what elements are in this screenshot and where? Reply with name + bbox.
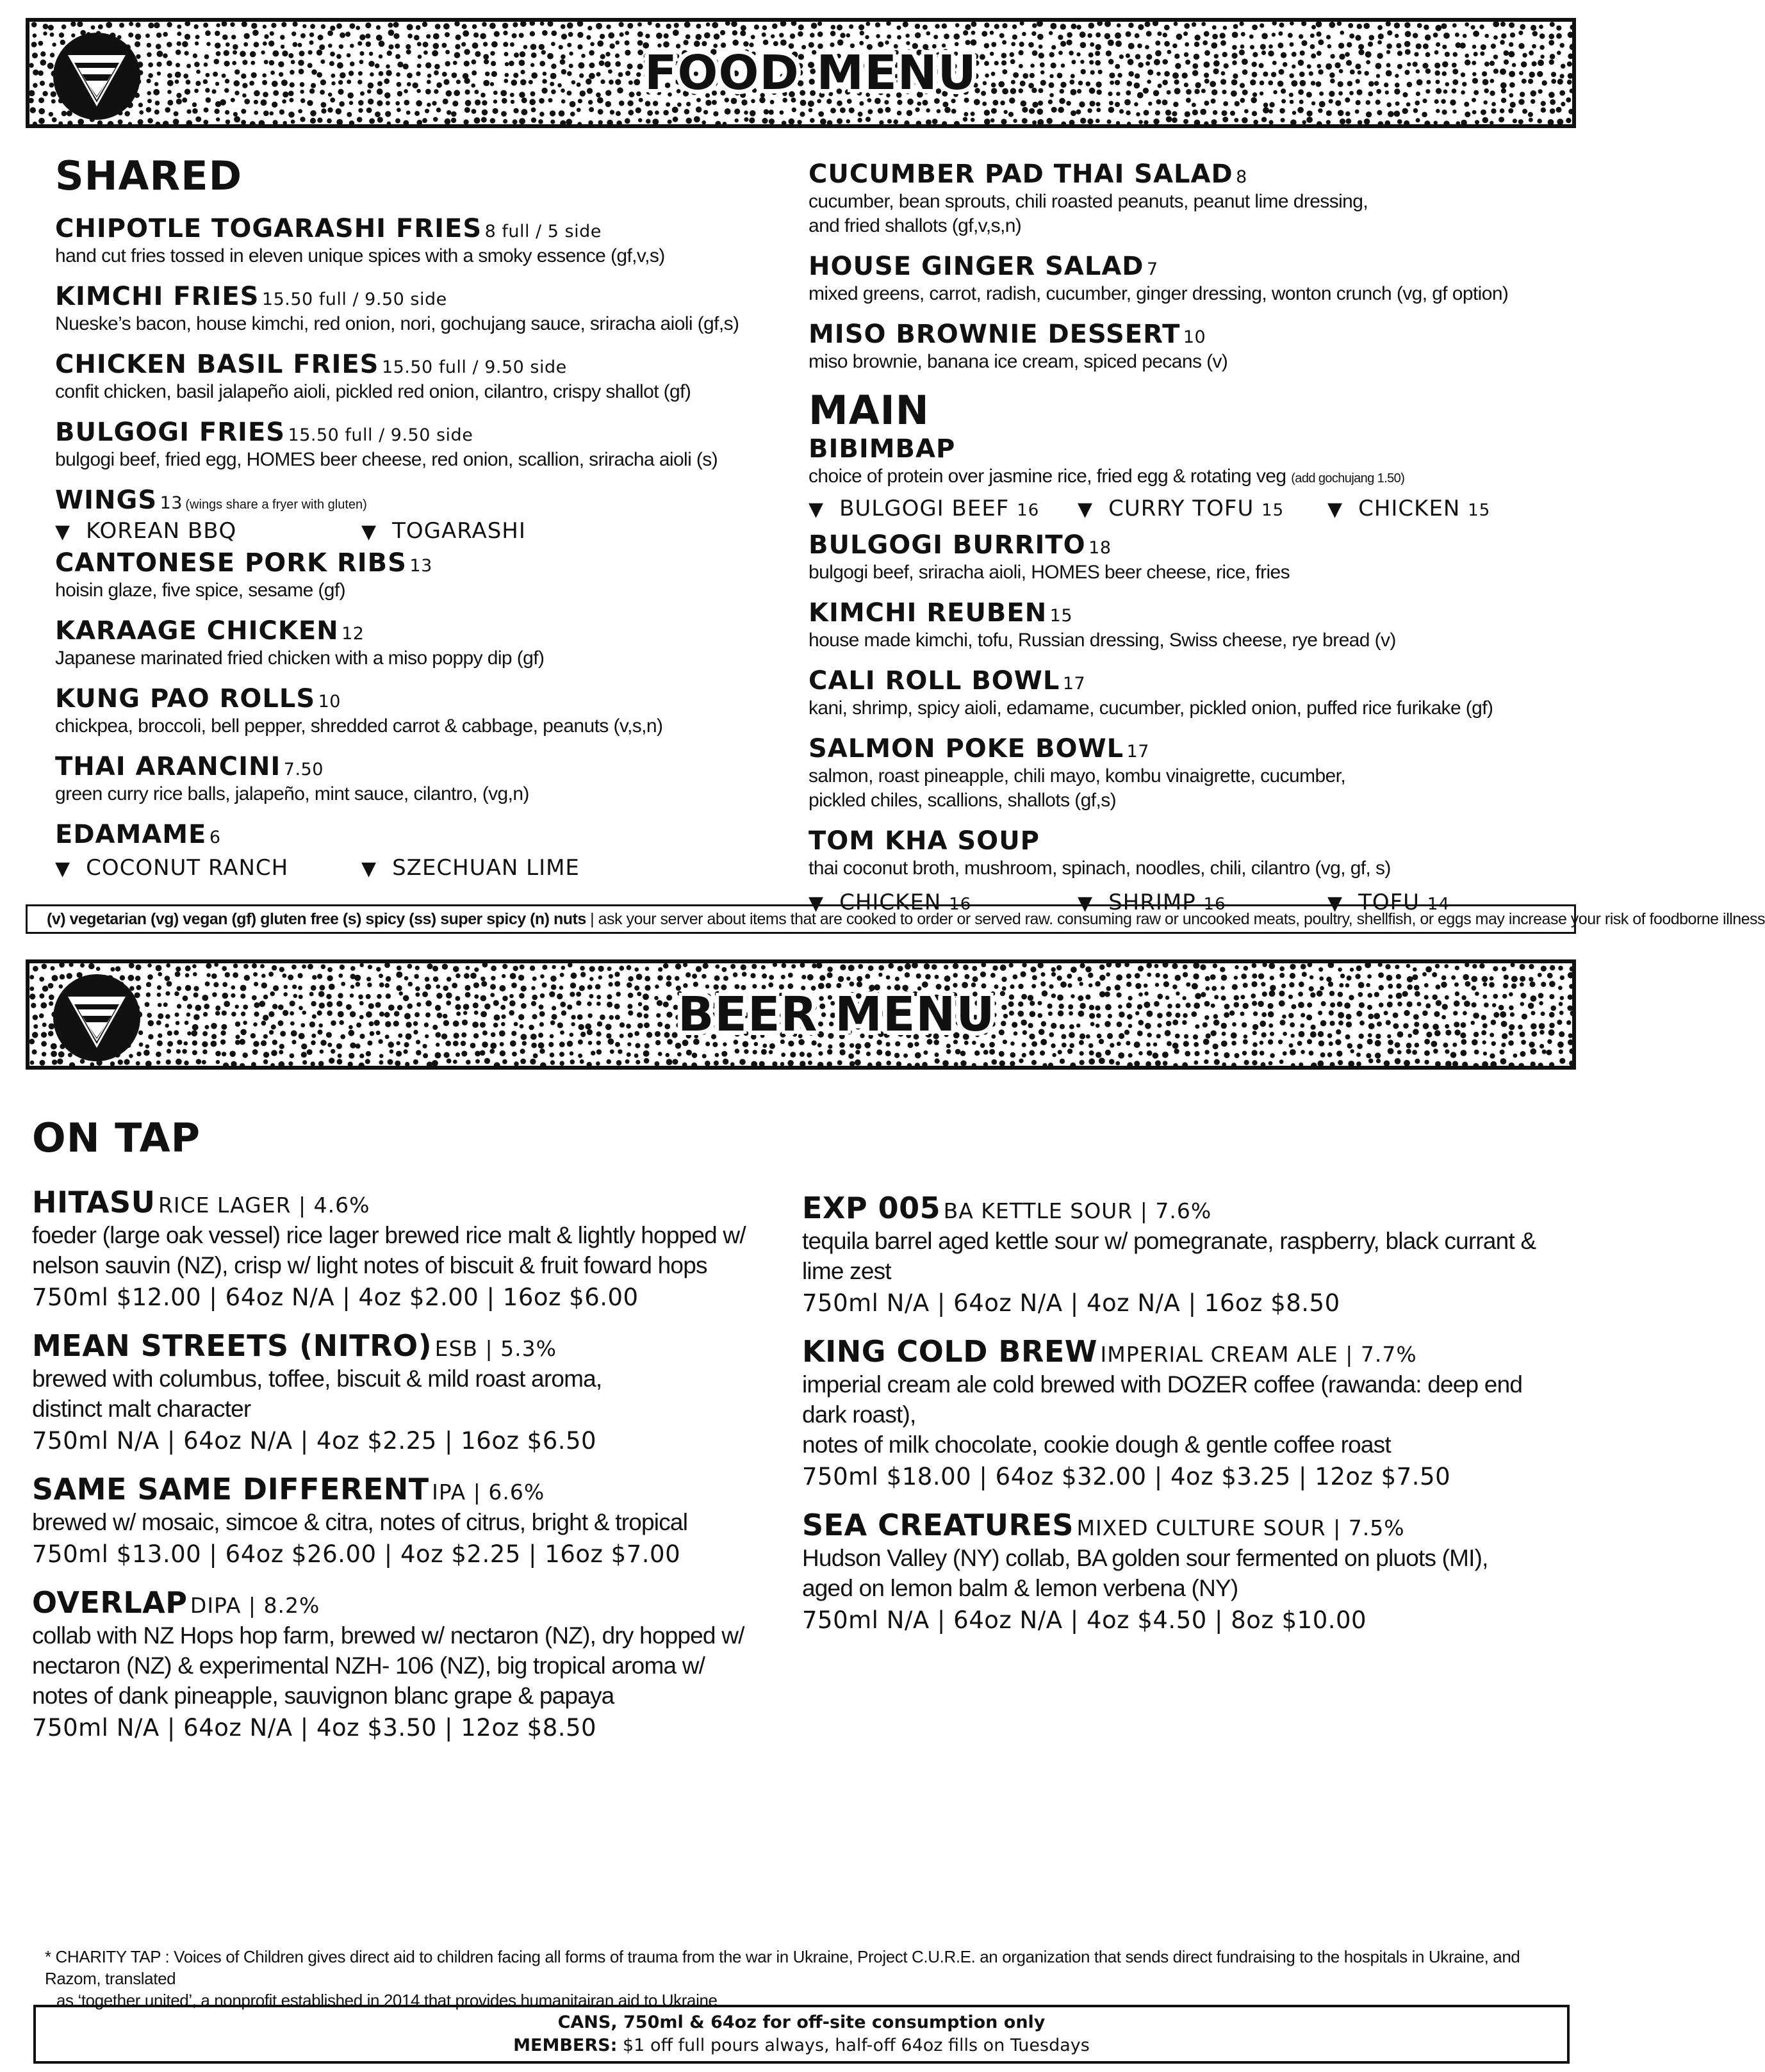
item-desc: kani, shrimp, spicy aioli, edamame, cucumber, pickled onion, puffed rice furikake (gf) (809, 697, 1493, 719)
option-korean-bbq: ▼ KOREAN BBQ (55, 518, 237, 544)
beer-item (32, 1184, 788, 1315)
option-price: 16 (1017, 501, 1040, 520)
beer-header (802, 1507, 1571, 1543)
item-name: KIMCHI REUBEN (809, 598, 1047, 628)
option-label: CURRY TOFU (1108, 496, 1254, 521)
item-desc-2: and fried shallots (gf,v,s,n) (809, 215, 1022, 236)
item-name: KIMCHI FRIES (55, 282, 259, 311)
item-desc: choice of protein over jasmine rice, fried egg & rotating veg (add gochujang 1.50) (809, 466, 1405, 487)
food-menu-title: FOOD MENU (644, 45, 977, 101)
menu-item (809, 598, 1564, 653)
triangle-bullet-icon: ▼ (1327, 892, 1343, 915)
triangle-bullet-icon: ▼ (361, 521, 377, 543)
option-label: TOFU (1358, 890, 1420, 915)
item-price: 10 (318, 692, 341, 712)
item-price: 7.50 (283, 760, 324, 779)
item-desc: chickpea, broccoli, bell pepper, shredded carrot & cabbage, peanuts (v,s,n) (55, 715, 663, 737)
beer-prices: 750ml N/A | 64oz N/A | 4oz N/A | 16oz $8.50 (802, 1289, 1340, 1317)
beer-desc: notes of dank pineapple, sauvignon blanc grape & papaya (32, 1683, 614, 1709)
wings-options (55, 516, 773, 548)
beer-style: MIXED CULTURE SOUR | 7.5% (1076, 1515, 1405, 1540)
option-label: CHICKEN (839, 890, 942, 915)
option-szechuan-lime: ▼ SZECHUAN LIME (361, 855, 580, 881)
beer-name: MEAN STREETS (NITRO) (32, 1328, 432, 1363)
item-name: TOM KHA SOUP (809, 826, 1040, 856)
charity-line-2: as ‘together united’, a nonprofit established in 2014 that provides humanitairan aid to Ukraine (56, 1991, 718, 2010)
wings-item (55, 485, 773, 516)
item-header (809, 598, 1564, 628)
option-coconut-ranch: ▼ COCONUT RANCH (55, 855, 289, 881)
beer-item (32, 1328, 788, 1458)
item-desc: mixed greens, carrot, radish, cucumber, ginger dressing, wonton crunch (vg, gf option) (809, 283, 1509, 304)
beer-desc: nectaron (NZ) & experimental NZH- 106 (NZ), big tropical aroma w/ (32, 1652, 705, 1679)
beer-desc: tequila barrel aged kettle sour w/ pomegranate, raspberry, black currant & (802, 1228, 1536, 1254)
item-desc: confit chicken, basil jalapeño aioli, pickled red onion, cilantro, crispy shallot (gf) (55, 381, 691, 402)
item-desc: hand cut fries tossed in eleven unique spices with a smoky essence (gf,v,s) (55, 245, 665, 266)
item-header (809, 826, 1564, 856)
item-header (809, 251, 1564, 282)
item-name: BULGOGI BURRITO (809, 530, 1086, 560)
beer-list-right (802, 1190, 1571, 1638)
triangle-bullet-icon: ▼ (55, 521, 71, 543)
legend-advisory: | ask your server about items that are cooked to order or served raw. consuming raw or uncooked meats, poultry, shellfish, or eggs may increase your risk of foodborne illness (586, 910, 1765, 928)
menu-item (55, 548, 773, 603)
beer-header (32, 1471, 788, 1507)
beer-desc: lime zest (802, 1258, 891, 1284)
beer-style: IMPERIAL CREAM ALE | 7.7% (1100, 1342, 1417, 1367)
item-header (809, 159, 1564, 190)
item-name: BIBIMBAP (809, 434, 956, 464)
charity-tap-note (45, 1946, 1576, 2011)
item-name: THAI ARANCINI (55, 752, 281, 781)
beer-style: RICE LAGER | 4.6% (158, 1193, 370, 1218)
beer-prices: 750ml $13.00 | 64oz $26.00 | 4oz $2.25 | 16oz $7.00 (32, 1540, 681, 1568)
item-price: 6 (209, 828, 221, 847)
item-header (809, 530, 1564, 560)
beer-header (32, 1184, 788, 1220)
beer-header (802, 1334, 1571, 1369)
beer-item (802, 1190, 1571, 1321)
option-price: 14 (1427, 895, 1450, 914)
menu-item (809, 159, 1564, 238)
beer-desc: Hudson Valley (NY) collab, BA golden sour fermented on pluots (MI), (802, 1545, 1488, 1571)
item-price: 15.50 full / 9.50 side (381, 357, 567, 377)
triangle-bullet-icon: ▼ (809, 892, 825, 915)
menu-item (809, 530, 1564, 585)
gochujang-note: (add gochujang 1.50) (1291, 471, 1405, 485)
item-price: 13 (160, 493, 183, 513)
menu-item (55, 683, 773, 738)
item-header (809, 733, 1564, 764)
charity-line-1: * CHARITY TAP : Voices of Children gives direct aid to children facing all forms of trauma from the war in Ukraine, Project C.U.R.E. an organization that sends direct fundraising to the hospitals in Ukraine, and Razom, translated (45, 1947, 1520, 1988)
item-header (809, 319, 1564, 350)
option-chicken (1327, 493, 1558, 526)
beer-prices: 750ml $12.00 | 64oz N/A | 4oz $2.00 | 16oz $6.00 (32, 1284, 639, 1311)
beer-prices: 750ml $18.00 | 64oz $32.00 | 4oz $3.25 | 12oz $7.50 (802, 1463, 1451, 1490)
triangle-bullet-icon: ▼ (1078, 892, 1094, 915)
on-tap-left (32, 1114, 788, 1758)
item-desc: cucumber, bean sprouts, chili roasted peanuts, peanut lime dressing, (809, 191, 1368, 212)
item-header (55, 616, 773, 646)
item-name: WINGS (55, 485, 158, 515)
item-name: SALMON POKE BOWL (809, 734, 1124, 763)
item-price: 12 (341, 624, 365, 644)
beer-desc: foeder (large oak vessel) rice lager brewed rice malt & lightly hopped w/ (32, 1222, 746, 1248)
on-tap-title: ON TAP (32, 1114, 201, 1161)
item-price: 7 (1146, 259, 1158, 279)
triangle-bullet-icon: ▼ (361, 858, 377, 880)
menu-item (809, 251, 1564, 306)
item-name: CHICKEN BASIL FRIES (55, 350, 379, 379)
beer-name: EXP 005 (802, 1191, 941, 1225)
beer-header (802, 1190, 1571, 1226)
option-label: CHICKEN (1358, 496, 1461, 521)
menu-item (809, 319, 1564, 374)
triangle-bullet-icon: ▼ (809, 498, 825, 521)
item-desc: green curry rice balls, jalapeño, mint sauce, cilantro, (vg,n) (55, 783, 529, 804)
beer-name: KING COLD BREW (802, 1334, 1098, 1369)
item-price: 10 (1183, 327, 1206, 347)
item-name: HOUSE GINGER SALAD (809, 252, 1144, 281)
item-desc: house made kimchi, tofu, Russian dressing, Swiss cheese, rye bread (v) (809, 630, 1396, 651)
beer-name: SAME SAME DIFFERENT (32, 1472, 429, 1506)
shared-items (55, 213, 773, 472)
shared-section (55, 152, 773, 893)
beer-desc: notes of milk chocolate, cookie dough & gentle coffee roast (802, 1432, 1391, 1458)
option-price: 16 (949, 895, 972, 914)
triangle-bullet-icon: ▼ (1078, 498, 1094, 521)
item-name: CALI ROLL BOWL (809, 666, 1060, 696)
footer-members-note: MEMBERS: $1 off full pours always, half-off 64oz fills on Tuesdays (513, 2035, 1090, 2055)
item-price: 18 (1088, 538, 1112, 558)
item-header (55, 751, 773, 782)
bibimbap-options (809, 493, 1564, 526)
item-price: 8 full / 5 side (484, 222, 602, 241)
beer-style: ESB | 5.3% (434, 1336, 557, 1361)
on-tap-right (802, 1190, 1571, 1651)
menu-item (55, 281, 773, 336)
beer-name: HITASU (32, 1185, 156, 1220)
wings-note: (wings share a fryer with gluten) (185, 498, 367, 512)
item-price: 17 (1126, 742, 1149, 762)
item-desc-2: pickled chiles, scallions, shallots (gf,s) (809, 790, 1116, 811)
edamame-options (55, 852, 773, 885)
menu-item (55, 751, 773, 806)
triangle-bullet-icon: ▼ (1327, 498, 1343, 521)
menu-item (55, 417, 773, 472)
item-name: EDAMAME (55, 820, 207, 849)
beer-item (802, 1507, 1571, 1638)
item-header (55, 683, 773, 714)
option-bulgogi-beef (809, 493, 1078, 526)
beer-header (32, 1328, 788, 1364)
option-label: BULGOGI BEEF (839, 496, 1010, 521)
item-header (55, 548, 773, 578)
beer-name: SEA CREATURES (802, 1508, 1074, 1542)
main-title: MAIN (809, 387, 930, 434)
main-items (809, 530, 1564, 881)
menu-item (55, 349, 773, 404)
option-label: SHRIMP (1108, 890, 1196, 915)
beer-menu-title: BEER MENU (678, 987, 996, 1042)
shared-items-2 (55, 548, 773, 806)
beer-desc: nelson sauvin (NZ), crisp w/ light notes of biscuit & fruit foward hops (32, 1252, 707, 1278)
edamame-item (55, 819, 773, 850)
beer-desc: brewed with columbus, toffee, biscuit & mild roast aroma, (32, 1366, 602, 1392)
item-header (55, 349, 773, 380)
brewery-logo-icon (51, 972, 142, 1063)
item-header (55, 417, 773, 448)
beer-name: OVERLAP (32, 1585, 188, 1620)
beer-style: BA KETTLE SOUR | 7.6% (943, 1198, 1212, 1223)
right-food-column (809, 159, 1564, 920)
item-price: 8 (1236, 167, 1247, 187)
item-header (55, 281, 773, 312)
beer-list-left (32, 1184, 788, 1745)
item-desc: Nueske’s bacon, house kimchi, red onion, nori, gochujang sauce, sriracha aioli (gf,s) (55, 313, 739, 334)
shared-title: SHARED (55, 152, 243, 199)
item-price: 17 (1062, 674, 1086, 694)
footer-box (33, 2005, 1570, 2064)
item-price: 15.50 full / 9.50 side (261, 290, 447, 309)
beer-item (802, 1334, 1571, 1494)
item-name: CANTONESE PORK RIBS (55, 548, 407, 578)
menu-item (809, 826, 1564, 881)
footer-cans-note: CANS, 750ml & 64oz for off-site consumption only (557, 2012, 1046, 2032)
item-name: CHIPOTLE TOGARASHI FRIES (55, 214, 482, 243)
beer-menu-banner (26, 959, 1576, 1070)
beer-prices: 750ml N/A | 64oz N/A | 4oz $4.50 | 8oz $10.00 (802, 1606, 1367, 1634)
beer-style: DIPA | 8.2% (190, 1593, 320, 1618)
item-name: CUCUMBER PAD THAI SALAD (809, 159, 1233, 189)
menu-item (809, 733, 1564, 813)
item-name: KUNG PAO ROLLS (55, 684, 316, 714)
item-price: 13 (409, 556, 432, 576)
option-curry-tofu (1078, 493, 1327, 526)
beer-desc: imperial cream ale cold brewed with DOZER coffee (rawanda: deep end dark roast), (802, 1371, 1523, 1428)
item-header (809, 665, 1564, 696)
item-price: 15 (1049, 606, 1073, 626)
dietary-legend (26, 904, 1765, 934)
menu-item (809, 665, 1564, 721)
bibimbap-item (809, 434, 1564, 491)
item-name: MISO BROWNIE DESSERT (809, 320, 1181, 349)
beer-item (32, 1471, 788, 1572)
option-price: 15 (1468, 501, 1491, 520)
beer-header (32, 1585, 788, 1620)
item-desc: hoisin glaze, five spice, sesame (gf) (55, 580, 346, 601)
item-desc: salmon, roast pineapple, chili mayo, kombu vinaigrette, cucumber, (809, 765, 1346, 787)
option-price: 16 (1203, 895, 1226, 914)
beer-desc: brewed w/ mosaic, simcoe & citra, notes of citrus, bright & tropical (32, 1509, 688, 1535)
beer-desc: distinct malt character (32, 1396, 251, 1422)
beer-style: IPA | 6.6% (432, 1480, 545, 1505)
item-name: BULGOGI FRIES (55, 418, 286, 447)
beer-item (32, 1585, 788, 1745)
legend-keys: (v) vegetarian (vg) vegan (gf) gluten free (s) spicy (ss) super spicy (n) nuts (47, 910, 586, 928)
item-name: KARAAGE CHICKEN (55, 616, 339, 646)
item-desc: bulgogi beef, fried egg, HOMES beer cheese, red onion, scallion, sriracha aioli (s) (55, 449, 718, 470)
option-price: 15 (1261, 501, 1285, 520)
menu-item (55, 213, 773, 268)
brewery-logo-icon (51, 31, 142, 122)
item-desc: miso brownie, banana ice cream, spiced pecans (v) (809, 351, 1228, 372)
triangle-bullet-icon: ▼ (55, 858, 71, 880)
item-desc: thai coconut broth, mushroom, spinach, noodles, chili, cilantro (vg, gf, s) (809, 858, 1391, 879)
item-price: 15.50 full / 9.50 side (288, 425, 473, 445)
menu-item (55, 616, 773, 671)
salads-dessert-items (809, 159, 1564, 374)
option-togarashi: ▼ TOGARASHI (361, 518, 526, 544)
beer-desc: collab with NZ Hops hop farm, brewed w/ nectaron (NZ), dry hopped w/ (32, 1622, 744, 1649)
beer-desc: aged on lemon balm & lemon verbena (NY) (802, 1575, 1238, 1601)
item-desc: bulgogi beef, sriracha aioli, HOMES beer cheese, rice, fries (809, 562, 1290, 583)
item-desc: Japanese marinated fried chicken with a miso poppy dip (gf) (55, 648, 545, 669)
beer-prices: 750ml N/A | 64oz N/A | 4oz $3.50 | 12oz $8.50 (32, 1714, 597, 1742)
item-header (55, 213, 773, 244)
food-menu-banner (26, 18, 1576, 128)
beer-prices: 750ml N/A | 64oz N/A | 4oz $2.25 | 16oz $6.50 (32, 1427, 597, 1455)
